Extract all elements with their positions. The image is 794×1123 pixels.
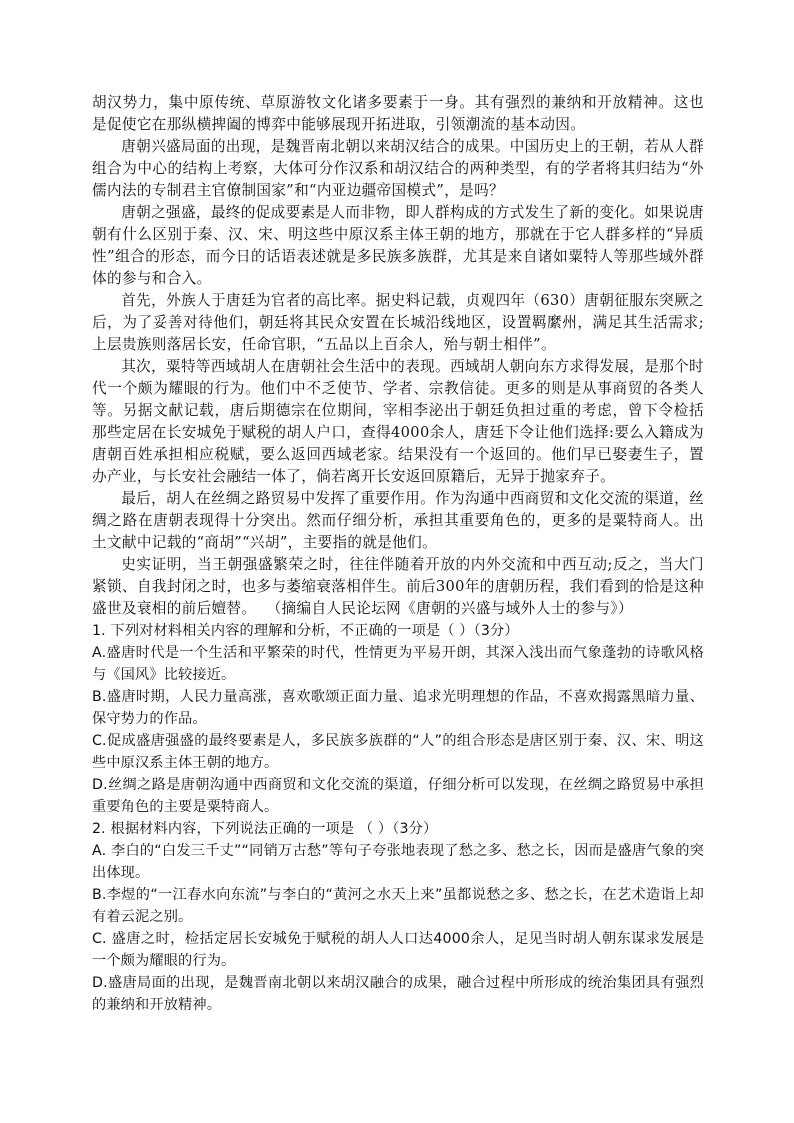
exam-page (92, 92, 704, 1016)
passage-paragraph-3: 唐朝之强盛，最终的促成要素是人而非物，即人群构成的方式发生了新的变化。如果说唐朝有什么区别于秦、汉、宋、明这些中原汉系主体王朝的地方，那就在于它人群多样的“异质性”组合的形态，而今日的话语表述就是多民族多族群，尤其是来自诸如粟特人等那些域外群体的参与和合入。 (92, 204, 704, 287)
question-1-stem: 1. 下列对材料相关内容的理解和分析，不正确的一项是（ ）（3分） (92, 623, 519, 639)
question-2-stem: 2. 根据材料内容，下列说法正确的一项是 （ ）（3分） (92, 821, 438, 837)
question-1-option-c: C.促成盛唐强盛的最终要素是人，多民族多族群的“人”的组合形态是唐区别于秦、汉、宋、明这些中原汉系主体王朝的地方。 (92, 733, 704, 771)
passage-paragraph-4: 首先，外族人于唐廷为官者的高比率。据史料记载，贞观四年（630）唐朝征服东突厥之后，为了妥善对待他们，朝廷将其民众安置在长城沿线地区，设置羁縻州，满足其生活需求;上层贵族则落居长安，任命官职，“五品以上百余人，殆与朝士相伴”。 (92, 292, 704, 353)
question-2-option-a: A. 李白的“白发三千丈”“同销万古愁”等句子夸张地表现了愁之多、愁之长，因而是盛唐气象的突出体现。 (92, 843, 704, 881)
passage-paragraph-5: 其次，粟特等西域胡人在唐朝社会生活中的表现。西域胡人朝向东方求得发展，是那个时代一个颇为耀眼的行为。他们中不乏使节、学者、宗教信徒。更多的则是从事商贸的各类人等。另据文献记载，唐后期德宗在位期间，宰相李泌出于朝廷负担过重的考虑，曾下令检括那些定居在长安城免于赋税的胡人户口，查得4000余人，唐廷下令让他们选择:要么入籍成为唐朝百姓承担相应税赋，要么返回西域老家。结果没有一个返回的。他们早已娶妻生子，置办产业，与长安社会融结一体了，倘若离开长安返回原籍后，无异于抛家弃子。 (92, 358, 704, 485)
passage-paragraph-2: 唐朝兴盛局面的出现，是魏晋南北朝以来胡汉结合的成果。中国历史上的王朝，若从人群组合为中心的结构上考察，大体可分作汉系和胡汉结合的两种类型，有的学者将其归结为“外儒内法的专制君主官僚制国家”和“内亚边疆帝国模式”，是吗？ (92, 138, 704, 199)
passage-paragraph-6: 最后，胡人在丝绸之路贸易中发挥了重要作用。作为沟通中西商贸和文化交流的渠道，丝绸之路在唐朝表现得十分突出。然而仔细分析，承担其重要角色的，更多的是粟特商人。出土文献中记载的“商胡”“兴胡”，主要指的就是他们。 (92, 490, 704, 551)
passage-paragraph-1: 胡汉势力，集中原传统、草原游牧文化诸多要素于一身。其有强烈的兼纳和开放精神。这也是促使它在那纵横捭阖的博弈中能够展现开拓进取，引领潮流的基本动因。 (92, 94, 704, 133)
question-2-option-b: B.李煜的“一江春水向东流”与李白的“黄河之水天上来”虽都说愁之多、愁之长，在艺术造诣上却有着云泥之别。 (92, 887, 704, 925)
questions-section (92, 620, 704, 1016)
reading-passage (92, 92, 704, 620)
source-citation: （摘编自人民论坛网《唐朝的兴盛与域外人士的参与》） (273, 600, 633, 617)
question-1-option-a: A.盛唐时代是一个生活和平繁荣的时代，性情更为平易开朗，其深入浅出而气象蓬勃的诗歌风格与《国风》比较接近。 (92, 645, 704, 683)
passage-paragraph-7-text: 史实证明，当王朝强盛繁荣之时，往往伴随着开放的内外交流和中西互动;反之，当大门紧锁、自我封闭之时，也多与萎缩衰落相伴生。前后300年的唐朝历程，我们看到的恰是这种盛世及衰相的前后嬗替。 (92, 556, 704, 617)
question-1-option-d: D.丝绸之路是唐朝沟通中西商贸和文化交流的渠道，仔细分析可以发现，在丝绸之路贸易中承担重要角色的主要是粟特商人。 (92, 777, 704, 815)
question-2-option-d: D.盛唐局面的出现，是魏晋南北朝以来胡汉融合的成果，融合过程中所形成的统治集团具有强烈的兼纳和开放精神。 (92, 975, 704, 1013)
question-1-option-b: B.盛唐时期，人民力量高涨，喜欢歌颂正面力量、追求光明理想的作品，不喜欢揭露黑暗力量、保守势力的作品。 (92, 689, 704, 727)
question-2-option-c: C. 盛唐之时，检括定居长安城免于赋税的胡人人口达4000余人，足见当时胡人朝东谋求发展是一个颇为耀眼的行为。 (92, 931, 704, 969)
passage-paragraph-7 (92, 554, 704, 620)
